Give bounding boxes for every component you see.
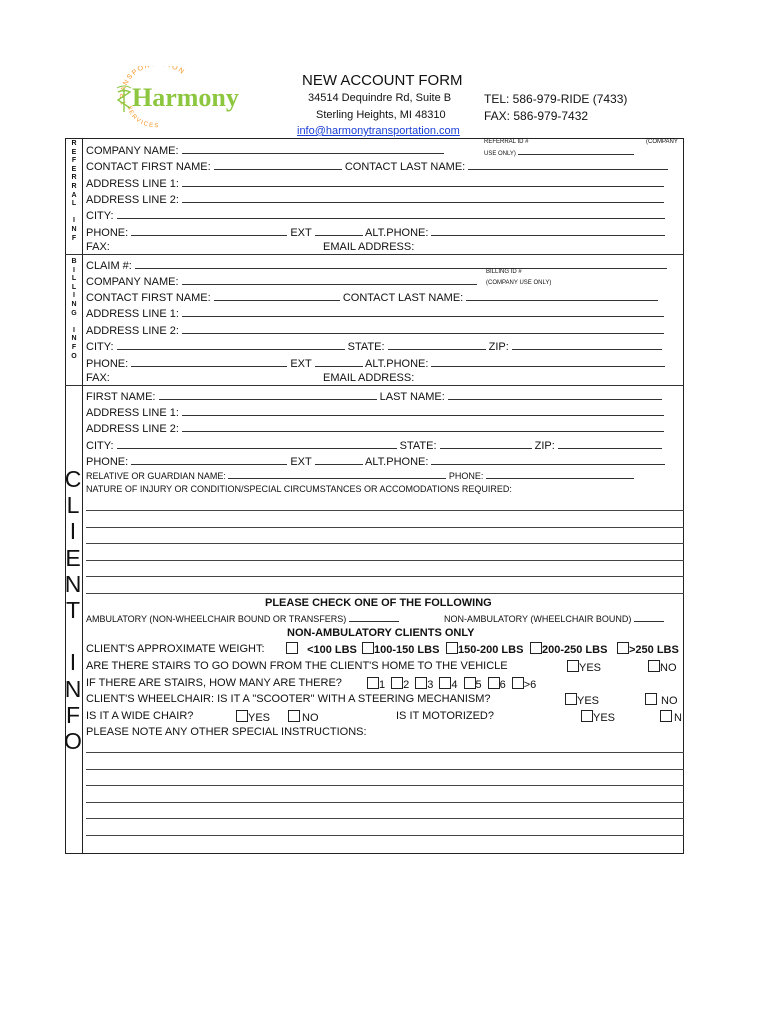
referral-city-label: CITY: — [86, 210, 114, 222]
scooter-no-label: NO — [661, 695, 678, 707]
client-city-field[interactable] — [117, 438, 397, 449]
billing-city-label: CITY: — [86, 341, 114, 353]
weight-lt100-label: <100 LBS — [307, 644, 357, 656]
billing-company-field[interactable] — [182, 274, 477, 285]
non-ambulatory-only-heading: NON-AMBULATORY CLIENTS ONLY — [287, 627, 475, 639]
nature-line-3[interactable] — [86, 543, 684, 544]
billing-client-divider — [65, 385, 684, 386]
special-line-3[interactable] — [86, 785, 684, 786]
stairs-6-label: 6 — [499, 679, 506, 691]
billing-alt-phone-label: ALT.PHONE: — [365, 358, 429, 370]
header-address2: Sterling Heights, MI 48310 — [316, 109, 446, 121]
stairs-5-label: 5 — [475, 679, 482, 691]
referral-use-only-label: USE ONLY) — [484, 151, 516, 157]
header-fax: FAX: 586-979-7432 — [484, 109, 589, 123]
client-addr2-label: ADDRESS LINE 2: — [86, 423, 179, 435]
header-tel: TEL: 586-979-RIDE (7433) — [484, 92, 628, 106]
header-email-link[interactable]: info@harmonytransportation.com — [297, 125, 460, 137]
wide-yes-label: YES — [248, 712, 271, 724]
scooter-yes-checkbox[interactable] — [565, 693, 577, 705]
stairs-3-checkbox[interactable] — [415, 677, 427, 689]
client-ext-field[interactable] — [315, 454, 363, 465]
referral-ext-label: EXT — [290, 227, 312, 239]
motorized-no-label: N — [674, 712, 682, 724]
referral-company-use-label: (COMPANY — [646, 139, 678, 145]
billing-state-label: STATE: — [347, 341, 385, 353]
client-relative-phone-field[interactable] — [486, 470, 634, 479]
referral-addr1-label: ADDRESS LINE 1: — [86, 178, 179, 190]
billing-addr1-field[interactable] — [182, 306, 664, 317]
special-line-2[interactable] — [86, 769, 684, 770]
billing-phone-field[interactable] — [131, 356, 287, 367]
weight-gt250-checkbox[interactable] — [617, 642, 629, 654]
client-relative-phone-label: PHONE: — [448, 471, 484, 481]
client-relative-label: RELATIVE OR GUARDIAN NAME: — [86, 471, 226, 481]
motorized-question: IS IT MOTORIZED? — [396, 710, 494, 722]
weight-question: CLIENT'S APPROXIMATE WEIGHT: — [86, 643, 265, 655]
scooter-no-checkbox[interactable] — [645, 693, 657, 705]
referral-billing-divider — [65, 254, 684, 255]
referral-addr1-field[interactable] — [182, 176, 664, 187]
stairs-1-label: 1 — [379, 679, 386, 691]
weight-100-150-label: 100-150 LBS — [374, 644, 440, 656]
stairs-yes-checkbox[interactable] — [567, 660, 579, 672]
scooter-yes-label: YES — [577, 695, 600, 707]
billing-contact-last-label: CONTACT LAST NAME: — [342, 292, 464, 304]
non-ambulatory-label: NON-AMBULATORY (WHEELCHAIR BOUND) — [444, 614, 632, 624]
stairs-5-checkbox[interactable] — [464, 677, 476, 689]
billing-alt-phone-field[interactable] — [431, 356, 665, 367]
referral-company-field[interactable] — [182, 143, 444, 154]
form-title: NEW ACCOUNT FORM — [302, 72, 463, 89]
billing-fax-label: FAX: — [86, 372, 110, 384]
referral-company-label: COMPANY NAME: — [86, 145, 179, 157]
motorized-no-checkbox[interactable] — [660, 710, 672, 722]
special-line-1[interactable] — [86, 752, 684, 753]
billing-id-label: BILLING ID # — [486, 269, 522, 275]
client-alt-phone-field[interactable] — [431, 454, 665, 465]
billing-contact-first-field[interactable] — [214, 290, 340, 301]
stairs-yes-label: YES — [579, 662, 602, 674]
billing-email-label: EMAIL ADDRESS: — [323, 372, 415, 384]
referral-id-field[interactable] — [518, 148, 634, 155]
scooter-question: CLIENT'S WHEELCHAIR: IS IT A "SCOOTER" WITH A STEERING MECHANISM? — [86, 693, 491, 705]
nature-line-6[interactable] — [86, 593, 684, 594]
wide-no-label: NO — [302, 712, 319, 724]
referral-contact-first-field[interactable] — [214, 159, 342, 170]
logo-name: Harmony — [132, 83, 239, 112]
billing-addr1-label: ADDRESS LINE 1: — [86, 308, 179, 320]
referral-phone-label: PHONE: — [86, 227, 129, 239]
nature-line-4[interactable] — [86, 560, 684, 561]
billing-side-label: B I L L I N G I N F O — [71, 258, 77, 360]
stairs-question: ARE THERE STAIRS TO GO DOWN FROM THE CLIENT'S HOME TO THE VEHICLE — [86, 660, 508, 672]
nature-line-2[interactable] — [86, 527, 684, 528]
client-side-label: C L I E N T I N F O — [64, 466, 82, 755]
nature-line-1[interactable] — [86, 510, 684, 511]
wide-yes-checkbox[interactable] — [236, 710, 248, 722]
special-instructions-label: PLEASE NOTE ANY OTHER SPECIAL INSTRUCTIONS: — [86, 726, 367, 738]
billing-zip-label: ZIP: — [488, 341, 509, 353]
check-one-heading: PLEASE CHECK ONE OF THE FOLLOWING — [265, 597, 492, 609]
weight-150-200-checkbox[interactable] — [446, 642, 458, 654]
weight-200-250-label: 200-250 LBS — [542, 644, 608, 656]
referral-id-label: REFERRAL ID # — [484, 139, 529, 145]
stairs-4-checkbox[interactable] — [439, 677, 451, 689]
client-state-label: STATE: — [399, 440, 437, 452]
logo-top-arc: TRANSPOR ION — [119, 66, 187, 106]
stairs-3-label: 3 — [427, 679, 434, 691]
client-zip-field[interactable] — [558, 438, 662, 449]
referral-contact-last-label: CONTACT LAST NAME: — [344, 161, 466, 173]
client-relative-field[interactable] — [228, 470, 446, 479]
stairs-gt6-label: >6 — [523, 679, 537, 691]
billing-ext-field[interactable] — [315, 356, 363, 367]
nature-line-5[interactable] — [86, 576, 684, 577]
billing-company-label: COMPANY NAME: — [86, 276, 179, 288]
motorized-yes-label: YES — [593, 712, 616, 724]
client-first-field[interactable] — [159, 389, 377, 400]
weight-200-250-checkbox[interactable] — [530, 642, 542, 654]
special-line-4[interactable] — [86, 802, 684, 803]
logo — [108, 66, 258, 130]
referral-addr2-field[interactable] — [182, 192, 664, 203]
billing-addr2-label: ADDRESS LINE 2: — [86, 325, 179, 337]
client-phone-label: PHONE: — [86, 456, 129, 468]
stairs-6-checkbox[interactable] — [488, 677, 500, 689]
stairs-1-checkbox[interactable] — [367, 677, 379, 689]
motorized-yes-checkbox[interactable] — [581, 710, 593, 722]
special-line-5[interactable] — [86, 818, 684, 819]
billing-state-field[interactable] — [388, 339, 486, 350]
referral-side-label: R E F E R R A L I N F — [71, 140, 77, 242]
ambulatory-label: AMBULATORY (NON-WHEELCHAIR BOUND OR TRANSFERS) — [86, 614, 347, 624]
client-last-label: LAST NAME: — [379, 391, 445, 403]
client-alt-phone-label: ALT.PHONE: — [365, 456, 429, 468]
client-zip-label: ZIP: — [534, 440, 555, 452]
referral-addr2-label: ADDRESS LINE 2: — [86, 194, 179, 206]
client-city-label: CITY: — [86, 440, 114, 452]
stairs-2-label: 2 — [403, 679, 410, 691]
billing-zip-field[interactable] — [512, 339, 662, 350]
stairs-no-label: NO — [660, 662, 677, 674]
referral-ext-field[interactable] — [315, 225, 363, 236]
weight-lt100-checkbox[interactable] — [286, 642, 298, 654]
billing-claim-field[interactable] — [135, 258, 667, 269]
billing-contact-last-field[interactable] — [466, 290, 658, 301]
referral-email-label: EMAIL ADDRESS: — [323, 241, 415, 253]
client-state-field[interactable] — [440, 438, 532, 449]
stairs-no-checkbox[interactable] — [648, 660, 660, 672]
weight-gt250-label: >250 LBS — [629, 644, 679, 656]
referral-fax-label: FAX: — [86, 241, 110, 253]
referral-alt-phone-field[interactable] — [431, 225, 665, 236]
header-address1: 34514 Dequindre Rd, Suite B — [308, 92, 452, 104]
weight-150-200-label: 150-200 LBS — [458, 644, 524, 656]
client-addr1-label: ADDRESS LINE 1: — [86, 407, 179, 419]
stairs-4-label: 4 — [451, 679, 458, 691]
billing-company-use-label: (COMPANY USE ONLY) — [486, 280, 552, 286]
billing-addr2-field[interactable] — [182, 323, 664, 334]
wide-no-checkbox[interactable] — [288, 710, 300, 722]
client-ext-label: EXT — [290, 456, 312, 468]
referral-phone-field[interactable] — [131, 225, 287, 236]
billing-contact-first-label: CONTACT FIRST NAME: — [86, 292, 211, 304]
referral-contact-first-label: CONTACT FIRST NAME: — [86, 161, 211, 173]
billing-claim-label: CLAIM #: — [86, 260, 132, 272]
billing-city-field[interactable] — [117, 339, 345, 350]
wide-chair-question: IS IT A WIDE CHAIR? — [86, 710, 194, 722]
client-first-label: FIRST NAME: — [86, 391, 156, 403]
client-nature-label: NATURE OF INJURY OR CONDITION/SPECIAL CIRCUMSTANCES OR ACCOMODATIONS REQUIRED: — [86, 484, 512, 494]
weight-100-150-checkbox[interactable] — [362, 642, 374, 654]
referral-alt-phone-label: ALT.PHONE: — [365, 227, 429, 239]
stairs-count-question: IF THERE ARE STAIRS, HOW MANY ARE THERE? — [86, 677, 342, 689]
logo-bottom-arc: SERVICES — [125, 105, 160, 130]
client-last-field[interactable] — [448, 389, 662, 400]
special-line-6[interactable] — [86, 835, 684, 836]
referral-city-field[interactable] — [117, 208, 665, 219]
client-addr1-field[interactable] — [182, 405, 664, 416]
client-addr2-field[interactable] — [182, 421, 664, 432]
stairs-2-checkbox[interactable] — [391, 677, 403, 689]
client-phone-field[interactable] — [131, 454, 287, 465]
billing-ext-label: EXT — [290, 358, 312, 370]
non-ambulatory-field[interactable] — [634, 613, 664, 622]
stairs-gt6-checkbox[interactable] — [512, 677, 524, 689]
billing-phone-label: PHONE: — [86, 358, 129, 370]
caduceus-icon — [117, 86, 131, 112]
referral-contact-last-field[interactable] — [468, 159, 668, 170]
ambulatory-field[interactable] — [349, 613, 399, 622]
